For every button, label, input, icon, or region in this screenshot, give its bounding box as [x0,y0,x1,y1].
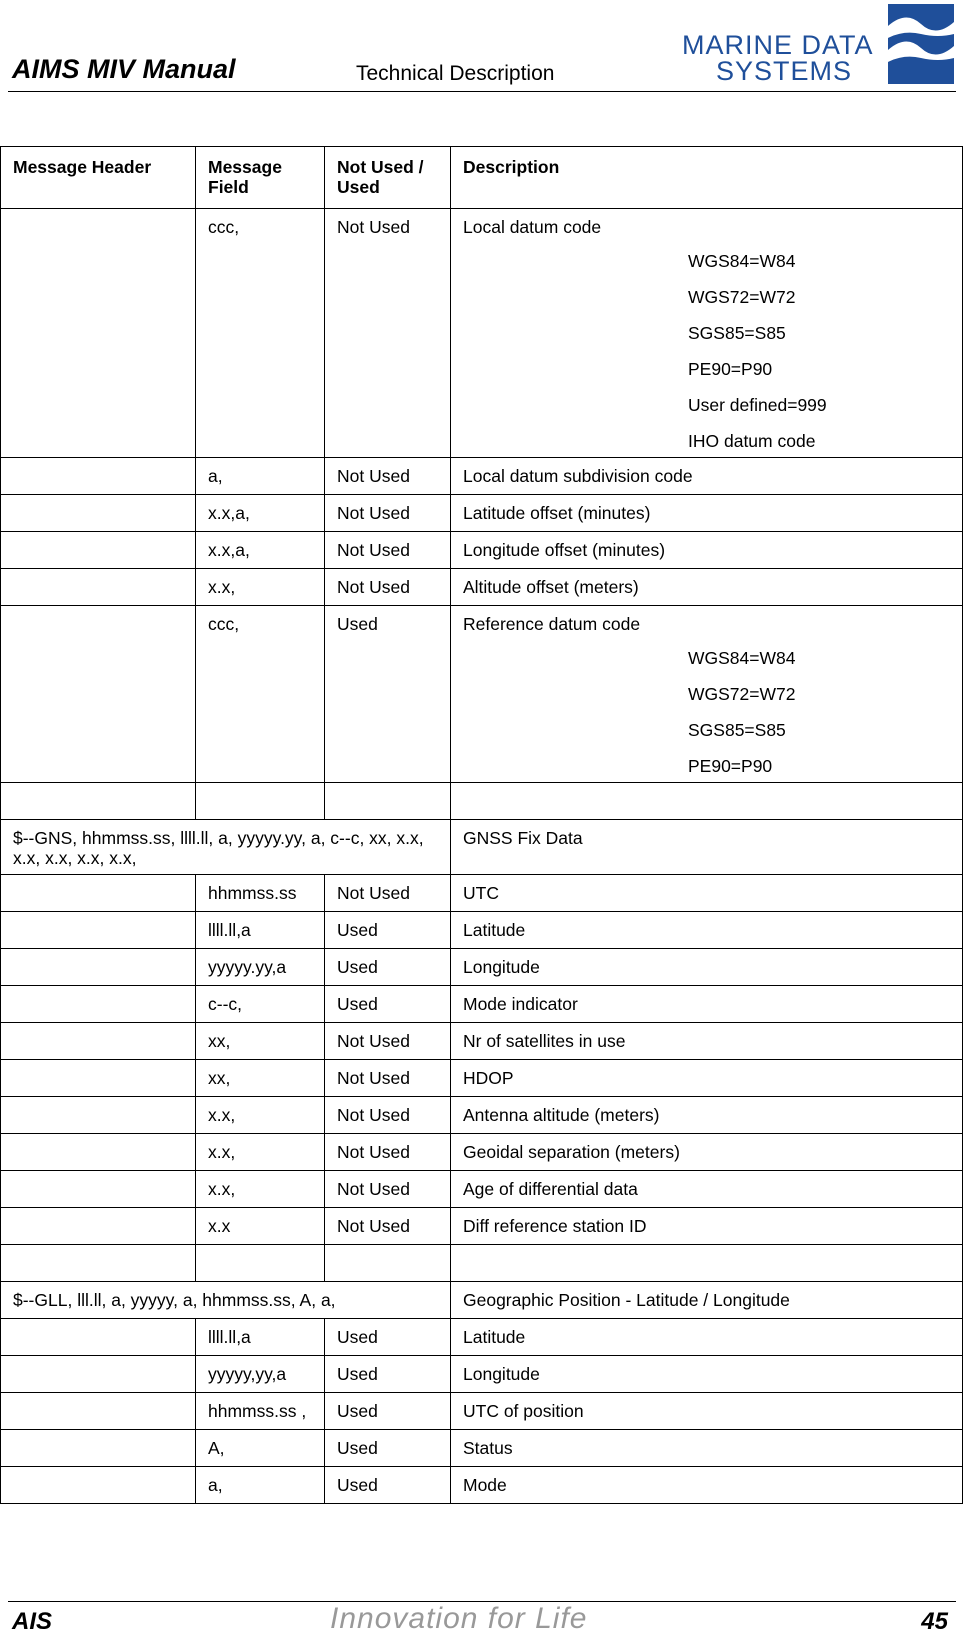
description-text: Geoidal separation (meters) [463,1142,680,1162]
usage-cell: Not Used [325,569,451,606]
description-text: Mode [463,1475,507,1495]
footer-slogan: Innovation for Life [330,1602,588,1635]
message-header-cell [1,1319,196,1356]
message-header-cell [1,495,196,532]
usage-cell: Used [325,949,451,986]
empty-cell [196,783,325,820]
description-text: Latitude offset (minutes) [463,503,651,523]
datum-code-item: User defined=999 [688,395,827,415]
description-text: Altitude offset (meters) [463,577,639,597]
message-field-cell: x.x, [196,1097,325,1134]
description-cell [451,495,963,532]
datum-code-item: WGS84=W84 [688,251,796,271]
table-row [1,458,963,495]
usage-cell: Used [325,1319,451,1356]
message-header-cell [1,209,196,458]
page-number: 45 [921,1608,948,1635]
message-field-cell: llll.ll,a [196,1319,325,1356]
description-cell [451,209,963,458]
table-row [1,1060,963,1097]
usage-cell: Used [325,986,451,1023]
table-row [1,1171,963,1208]
message-field-cell: x.x,a, [196,532,325,569]
description-cell [451,606,963,783]
datum-code-item: WGS72=W72 [688,287,796,307]
table-row [1,1208,963,1245]
usage-cell: Not Used [325,875,451,912]
table-body [1,209,963,1504]
description-cell [451,1060,963,1097]
usage-cell: Not Used [325,1097,451,1134]
message-field-cell: x.x,a, [196,495,325,532]
message-header-cell [1,1060,196,1097]
description-cell [451,1430,963,1467]
table-row [1,1319,963,1356]
message-header-cell [1,458,196,495]
message-field-cell: a, [196,458,325,495]
message-field-cell: a, [196,1467,325,1504]
description-text: Local datum code [463,217,602,237]
description-text: Status [463,1438,513,1458]
datum-code-item: SGS85=S85 [688,720,786,740]
table-row [1,820,963,875]
usage-cell: Used [325,1356,451,1393]
document-title: AIMS MIV Manual [12,54,236,84]
message-field-cell: ccc, [196,209,325,458]
empty-cell [451,1245,963,1282]
message-field-cell: x.x, [196,569,325,606]
message-header-cell [1,875,196,912]
message-field-cell: xx, [196,1060,325,1097]
column-header: Message Header [1,147,196,209]
usage-cell: Used [325,1467,451,1504]
message-field-cell: llll.ll,a [196,912,325,949]
table-row [1,1356,963,1393]
table-row [1,1023,963,1060]
empty-cell [451,783,963,820]
description-cell [451,1208,963,1245]
usage-cell: Not Used [325,209,451,458]
usage-cell: Not Used [325,1134,451,1171]
table-row [1,949,963,986]
message-header-cell [1,1097,196,1134]
description-text: Diff reference station ID [463,1216,647,1236]
usage-cell: Used [325,912,451,949]
description-cell [451,1023,963,1060]
message-header-cell [1,532,196,569]
table-row [1,912,963,949]
message-field-cell: hhmmss.ss [196,875,325,912]
message-header-cell [1,1467,196,1504]
table-row [1,1134,963,1171]
message-field-cell: xx, [196,1023,325,1060]
message-header-cell [1,1023,196,1060]
message-header-cell [1,1393,196,1430]
blank-row [1,783,963,820]
document-subtitle: Technical Description [356,62,555,85]
description-text: UTC of position [463,1401,584,1421]
description-cell: GNSS Fix Data [451,820,963,875]
description-text: Longitude [463,957,540,977]
table-row [1,1430,963,1467]
column-header: Not Used / Used [325,147,451,209]
message-spec-table [0,146,963,1504]
description-text: Antenna altitude (meters) [463,1105,660,1125]
datum-code-item: WGS72=W72 [688,684,796,704]
empty-cell [325,1245,451,1282]
page-header [8,0,956,92]
column-header: Description [451,147,963,209]
description-cell [451,986,963,1023]
description-cell [451,458,963,495]
datum-code-item: PE90=P90 [688,359,773,379]
table-row [1,495,963,532]
message-field-cell: yyyyy.yy,a [196,949,325,986]
table-row [1,1467,963,1504]
usage-cell: Used [325,1430,451,1467]
message-header-cell [1,606,196,783]
description-text: Age of differential data [463,1179,638,1199]
description-cell [451,1356,963,1393]
message-sentence-cell: $--GLL, lll.ll, a, yyyyy, a, hhmmss.ss, A, a, [1,1282,451,1319]
message-header-cell [1,1134,196,1171]
table-row [1,875,963,912]
description-cell [451,875,963,912]
description-cell [451,1171,963,1208]
blank-row [1,1245,963,1282]
description-text: Latitude [463,920,526,940]
datum-code-item: PE90=P90 [688,756,773,776]
description-cell [451,912,963,949]
description-cell [451,1393,963,1430]
description-cell [451,1134,963,1171]
table-row [1,1282,963,1319]
message-field-cell: yyyyy,yy,a [196,1356,325,1393]
column-header: Message Field [196,147,325,209]
table-row [1,209,963,458]
message-field-cell: c--c, [196,986,325,1023]
table-row [1,986,963,1023]
description-cell [451,1467,963,1504]
datum-code-item: WGS84=W84 [688,648,796,668]
description-text: Mode indicator [463,994,578,1014]
empty-cell [325,783,451,820]
usage-cell: Not Used [325,532,451,569]
logo-text-line1: MARINE DATA [682,30,874,60]
message-header-cell [1,569,196,606]
message-field-cell: x.x, [196,1134,325,1171]
description-cell [451,1319,963,1356]
header-divider [8,91,956,92]
usage-cell: Used [325,606,451,783]
empty-cell [196,1245,325,1282]
message-sentence-cell: $--GNS, hhmmss.ss, llll.ll, a, yyyyy.yy, a, c--c, xx, x.x, x.x, x.x, x.x, x.x, [1,820,451,875]
message-header-cell [1,949,196,986]
message-field-cell: hhmmss.ss , [196,1393,325,1430]
message-field-cell: x.x [196,1208,325,1245]
description-cell [451,949,963,986]
description-cell: Geographic Position - Latitude / Longitude [451,1282,963,1319]
usage-cell: Not Used [325,458,451,495]
table-row [1,569,963,606]
message-header-cell [1,1356,196,1393]
message-header-cell [1,986,196,1023]
message-header-cell [1,1208,196,1245]
table-header-row [1,147,963,209]
description-text: Reference datum code [463,614,641,634]
description-cell [451,532,963,569]
message-header-cell [1,1430,196,1467]
description-cell [451,569,963,606]
company-logo [670,4,960,86]
datum-code-item: SGS85=S85 [688,323,786,343]
message-field-cell: x.x, [196,1171,325,1208]
table-row [1,532,963,569]
description-text: HDOP [463,1068,514,1088]
table-row [1,606,963,783]
usage-cell: Not Used [325,495,451,532]
usage-cell: Not Used [325,1060,451,1097]
table-row [1,1097,963,1134]
description-text: Longitude [463,1364,540,1384]
table-row [1,1393,963,1430]
description-cell [451,1097,963,1134]
wave-logo-icon [888,4,954,84]
logo-text-line2: SYSTEMS [716,56,853,86]
description-text: Latitude [463,1327,526,1347]
message-header-cell [1,1171,196,1208]
description-text: Local datum subdivision code [463,466,693,486]
description-text: Longitude offset (minutes) [463,540,666,560]
description-text: Nr of satellites in use [463,1031,626,1051]
message-field-cell: ccc, [196,606,325,783]
empty-cell [1,1245,196,1282]
footer-section-label: AIS [12,1608,53,1635]
message-header-cell [1,912,196,949]
datum-code-item: IHO datum code [688,431,816,451]
empty-cell [1,783,196,820]
description-text: UTC [463,883,499,903]
usage-cell: Used [325,1393,451,1430]
usage-cell: Not Used [325,1023,451,1060]
usage-cell: Not Used [325,1171,451,1208]
usage-cell: Not Used [325,1208,451,1245]
message-field-cell: A, [196,1430,325,1467]
